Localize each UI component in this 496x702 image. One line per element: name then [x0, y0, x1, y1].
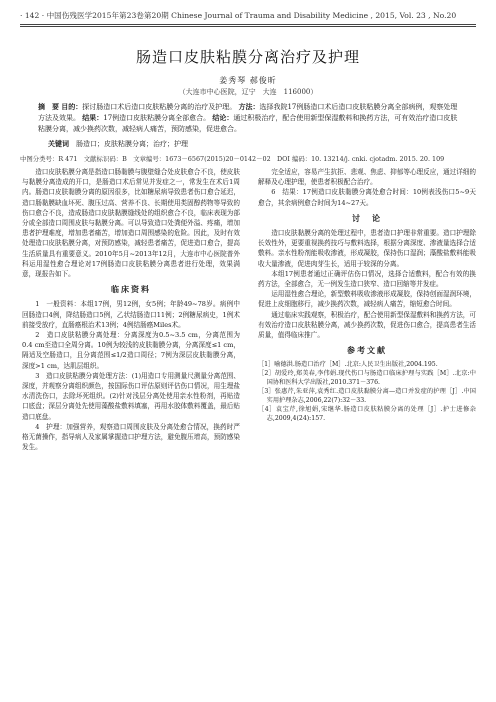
left-column — [22, 167, 240, 452]
intro-paragraph: 造口皮肤粘膜分离是指造口肠黏膜与腹壁缝合处皮肤愈合不良，使皮肤与黏膜分离造成的开口，是肠造口术后常见并发症之一，常发生在术后1周内。肠造口皮肤黏膜分离的原因很多，比如糖尿病导致患者伤口愈合延迟，造口肠黏膜缺血坏死、腹压过高、营养不良、长期使用类固醇药物等导致的伤口愈合不良，造成肠造口皮肤黏膜缝线处的组织愈合不良，临床表现为部分或全部造口周围皮肤与黏膜分离。可以导致造口处粪便外溢、疼痛，增加患者护理难度，增加患者痛苦，增加造口周围感染的危险。因此，及时有效处理造口皮肤粘膜分离，对预防感染，减轻患者痛苦，促进造口愈合，提高生活质量具有重要意义。2010年5月~2013年12月，大连市中心医院普外科运用湿性愈合理论对17例肠造口皮肤粘膜分离患者进行处理，效果满意，现报告如下。 — [22, 168, 240, 279]
abstract-methods: 选择我院17例肠造口术后造口皮肤粘膜分离全部病例，观察处理方法及效果。 — [38, 103, 458, 122]
section-heading-discussion: 讨 论 — [352, 213, 382, 223]
section-heading-clinical: 临床资料 — [111, 285, 151, 295]
methods-label: 方法： — [238, 103, 260, 111]
running-head: · 142 · 中国伤残医学2015年第23卷第20期 Chinese Journal of Trauma and Disability Medicine , 2015, Vol. 23 , No.20 — [20, 11, 457, 20]
header-rule-thin — [20, 26, 476, 27]
reference-item: ［1］喻德洪.肠造口治疗［M］.北京:人民卫生出版社,2004.195. — [258, 361, 438, 369]
results-paragraph: 6 结果：17例造口皮肤黏膜分离处愈合时间：10例表浅伤口5~9天愈合，其余病例愈合时间为14~27天。 — [258, 188, 476, 207]
discussion-paragraph: 通过临床实践观察，积极治疗，配合使用新型保湿敷料和换药方法，可有效治疗造口皮肤粘膜分离，减少换药次数，促进伤口愈合，提高患者生活质量，值得临床推广。 — [258, 310, 476, 340]
reference-item: ［4］袁宝芹,徐旭娟,宋继华.肠造口皮肤粘膜分离的处理［J］.护士进修杂志,2009,4(24):157. — [258, 406, 476, 423]
subsection-general: 1 一般资料：本组17例，男12例，女5例；年龄49~78岁。病例中回肠造口4例，降结肠造口5例，乙状结肠造口11例；2例糖尿病史，1例术前接受放疗，直肠癌根治术13例；4例结肠癌Miles术。 — [22, 300, 240, 329]
header-rule — [20, 24, 476, 25]
discussion-paragraph: 运用湿性愈合理论，新型敷料吸收渗液形成凝胶，保持创面湿润环境，促进上皮细胞移行，减少换药次数，减轻病人痛苦，缩短愈合时间。 — [258, 290, 476, 309]
article-affiliation: （大连市中心医院，辽宁 大连 116000） — [178, 88, 318, 96]
purpose-label: 目的： — [61, 103, 83, 111]
reference-item: ［2］胡爱玲,郑美春,李伟娟.现代伤口与肠造口临床护理与实践［M］.北京:中国协和医科大学出版社,2010.371－376. — [258, 370, 476, 387]
keywords-label: 关键词 — [48, 140, 69, 148]
reference-item: ［3］张惠芹,朱亚萍,袁秀红.造口皮肤黏膜分离—造口并发症的护理［J］.中国实用护理杂志,2006,22(7):32－33. — [258, 388, 476, 405]
references-list — [258, 360, 476, 423]
continued-paragraph: 完全适应，容易产生抗拒、悲观、焦虑、抑郁等心理反应，通过详细的解释及心理护理，使患者积极配合治疗。 — [258, 168, 476, 187]
subsection-separation: 2 造口皮肤粘膜分离处理：分离深度为0.5~3.5 cm，分离范围为0.4 cm至造口全周分离。10例为较浅的皮肤黏膜分离，分离深度≤1 cm，隔适及空肠造口，且分离范围≤1/2造口周径；7例为深层皮肤黏膜分离，深度>1 cm，达肌层组织。 — [22, 331, 240, 370]
discussion-paragraph: 本组17例患者通过正确评估伤口情况，选择合适敷料，配合有效的换药方法，全部愈合，无一例发生造口狭窄、造口回缩等并发症。 — [258, 269, 476, 289]
keywords — [48, 139, 458, 149]
article-authors: 姜秀琴 郝俊昕 — [219, 76, 277, 85]
conclusion-label: 结论： — [212, 114, 234, 122]
right-column — [258, 167, 476, 423]
subsection-nursing: 4 护理：加强营养，观察造口周围皮肤及分离处愈合情况，换药时严格无菌操作，指导病人及家属掌握造口护理方法，避免腹压增高，预防感染发生。 — [22, 422, 240, 452]
keywords-text: 肠造口；皮肤粘膜分离；治疗；护理 — [76, 140, 188, 148]
abstract-conclusion: 通过积极治疗，配合使用新型保湿敷料和换药方法，可有效治疗造口皮肤粘膜分离，减少换药次数，减轻病人痛苦，预防感染，促进愈合。 — [38, 114, 458, 133]
discussion-paragraph: 造口皮肤黏膜分离的处理过程中，患者造口护理非常重要。造口护理除长效性外，更要重视换药技巧与敷料选择，根据分离深度、渗液量选择合适敷料。亲水性粉剂能吸收渗液，形成凝胶，保持伤口湿润；藻酸盐敷料能吸收大量渗液，促进肉芽生长，适用于较深的分离。 — [258, 229, 476, 268]
subsection-method: 3 造口皮肤粘膜分离处理方法：(1)用造口专用测量尺测量分离范围、深度，并观察分离组织颜色，按国际伤口评估原则评估伤口情况，用生理盐水清洗伤口，去除坏死组织。(2)针对浅层分离处使用亲水性粉剂，再贴造口底盘；深层分离处先使用藻酸盐敷料填塞，再用水胶体敷料覆盖，最后贴造口底盘。 — [22, 371, 240, 421]
abstract-results: 17例造口皮肤粘膜分离全部愈合。 — [103, 114, 211, 122]
abstract-purpose: 探讨肠造口术后造口皮肤粘膜分离的治疗及护理。 — [82, 103, 237, 111]
classification-line: 中图分类号：R 471 文献标识码：B 文章编号：1673－6567(2015)20－0142－02 DOI 编码：10. 13214/j. cnki. cjotadm. 2015. 20. 109 — [20, 155, 445, 163]
article-title: 肠造口皮肤粘膜分离治疗及护理 — [135, 48, 360, 66]
references-heading: 参考文献 — [347, 346, 387, 356]
abstract-label: 摘 要 — [38, 103, 59, 111]
results-label: 结果： — [82, 114, 104, 122]
abstract — [38, 102, 458, 135]
